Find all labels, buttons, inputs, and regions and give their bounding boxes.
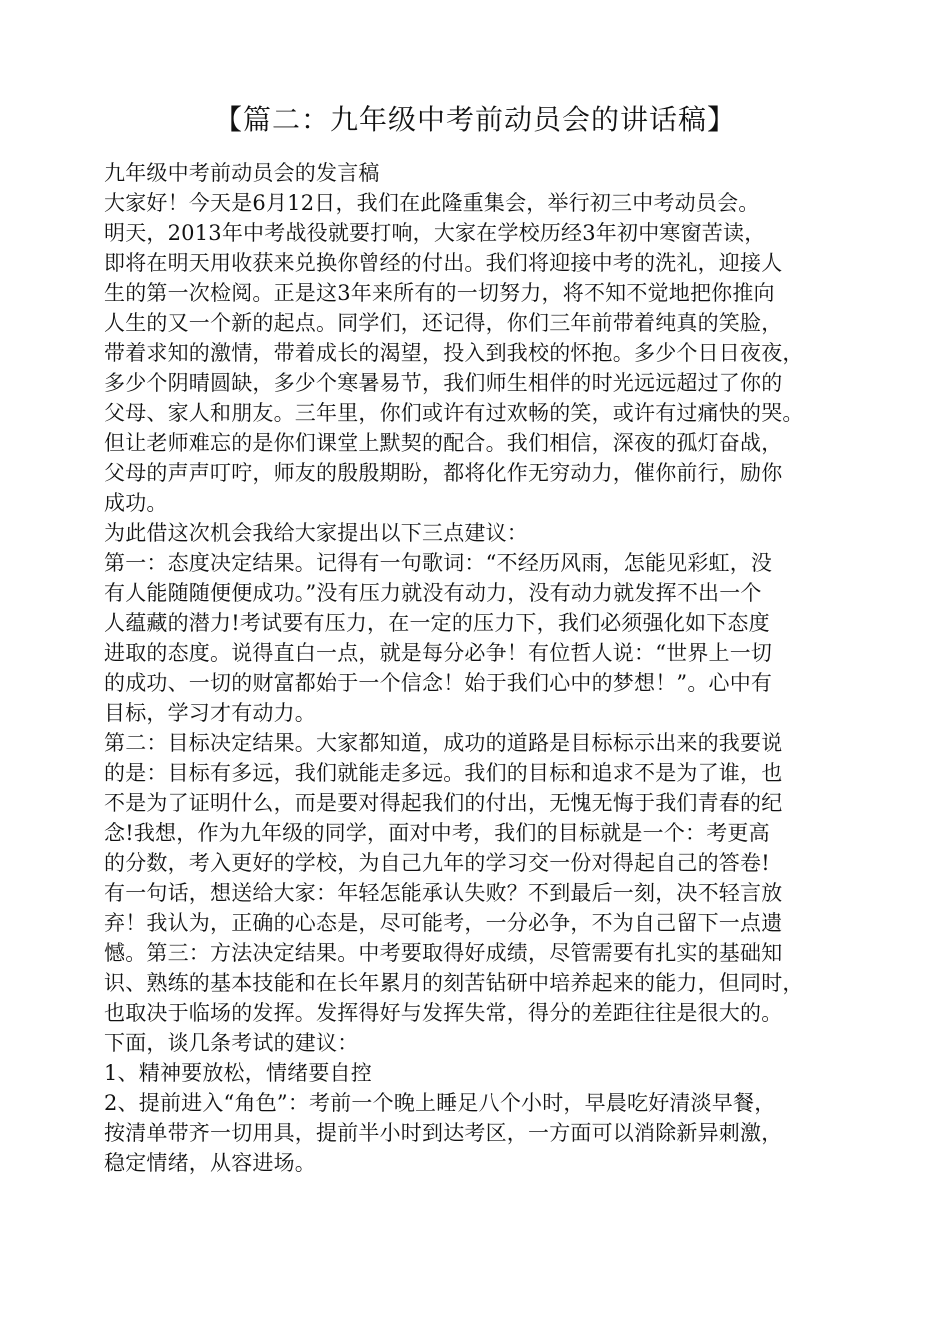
body-line: 有一句话，想送给大家：年轻怎能承认失败？不到最后一刻，决不轻言放 xyxy=(104,881,783,905)
body-line: 2、提前进入“角色”：考前一个晚上睡足八个小时，早晨吃好清淡早餐， xyxy=(104,1091,776,1115)
body-line: 明天，2013年中考战役就要打响，大家在学校历经3年初中寒窗苦读， xyxy=(104,221,766,245)
body-line: 识、熟练的基本技能和在长年累月的刻苦钻研中培养起来的能力，但同时， xyxy=(104,971,804,995)
body-line: 的是：目标有多远，我们就能走多远。我们的目标和追求不是为了谁，也 xyxy=(104,761,783,785)
body-line: 生的第一次检阅。正是这3年来所有的一切努力，将不知不觉地把你推向 xyxy=(104,281,775,305)
body-line: 人蕴藏的潜力!考试要有压力，在一定的压力下，我们必须强化如下态度 xyxy=(104,611,770,635)
body-line: 成功。 xyxy=(104,491,168,515)
body-line: 但让老师难忘的是你们课堂上默契的配合。我们相信，深夜的孤灯奋战， xyxy=(104,431,783,455)
body-line: 弃！我认为，正确的心态是，尽可能考，一分必争，不为自己留下一点遗 xyxy=(104,911,783,935)
body-line: 多少个阴晴圆缺，多少个寒暑易节，我们师生相伴的时光远远超过了你的 xyxy=(104,371,783,395)
body-line: 目标，学习才有动力。 xyxy=(104,701,316,725)
body-line: 九年级中考前动员会的发言稿 xyxy=(104,161,380,185)
body-line: 父母、家人和朋友。三年里，你们或许有过欢畅的笑，或许有过痛快的哭。 xyxy=(104,401,804,425)
body-line: 大家好！今天是6月12日，我们在此隆重集会，举行初三中考动员会。 xyxy=(104,191,760,215)
body-line: 不是为了证明什么，而是要对得起我们的付出，无愧无悔于我们青春的纪 xyxy=(104,791,783,815)
body-line: 即将在明天用收获来兑换你曾经的付出。我们将迎接中考的洗礼，迎接人 xyxy=(104,251,783,275)
document-title: 【篇二：九年级中考前动员会的讲话稿】 xyxy=(213,103,736,136)
body-line: 按清单带齐一切用具，提前半小时到达考区，一方面可以消除新异刺激， xyxy=(104,1121,783,1145)
body-line: 父母的声声叮咛，师友的殷殷期盼，都将化作无穷动力，催你前行，励你 xyxy=(104,461,783,485)
body-line: 为此借这次机会我给大家提出以下三点建议： xyxy=(104,521,528,545)
body-line: 下面，谈几条考试的建议： xyxy=(104,1031,359,1055)
body-line: 1、精神要放松，情绪要自控 xyxy=(104,1061,372,1085)
body-line: 的成功、一切的财富都始于一个信念！始于我们心中的梦想！”。心中有 xyxy=(104,671,773,695)
body-line: 稳定情绪，从容进场。 xyxy=(104,1151,316,1175)
body-line: 憾。第三：方法决定结果。中考要取得好成绩，尽管需要有扎实的基础知 xyxy=(104,941,783,965)
body-line: 第二：目标决定结果。大家都知道，成功的道路是目标标示出来的我要说 xyxy=(104,731,783,755)
body-line: 第一：态度决定结果。记得有一句歌词：“不经历风雨，怎能见彩虹，没 xyxy=(104,551,773,575)
body-line: 人生的又一个新的起点。同学们，还记得，你们三年前带着纯真的笑脸， xyxy=(104,311,783,335)
body-line: 的分数，考入更好的学校，为自己九年的学习交一份对得起自己的答卷! xyxy=(104,851,770,875)
body-line: 念!我想，作为九年级的同学，面对中考，我们的目标就是一个：考更高 xyxy=(104,821,770,845)
body-line: 也取决于临场的发挥。发挥得好与发挥失常，得分的差距往往是很大的。 xyxy=(104,1001,783,1025)
body-line: 有人能随随便便成功。”没有压力就没有动力，没有动力就发挥不出一个 xyxy=(104,581,762,605)
document-body xyxy=(104,158,884,1178)
body-line: 进取的态度。说得直白一点，就是每分必争！有位哲人说：“世界上一切 xyxy=(104,641,773,665)
body-line: 带着求知的激情，带着成长的渴望，投入到我校的怀抱。多少个日日夜夜， xyxy=(104,341,804,365)
